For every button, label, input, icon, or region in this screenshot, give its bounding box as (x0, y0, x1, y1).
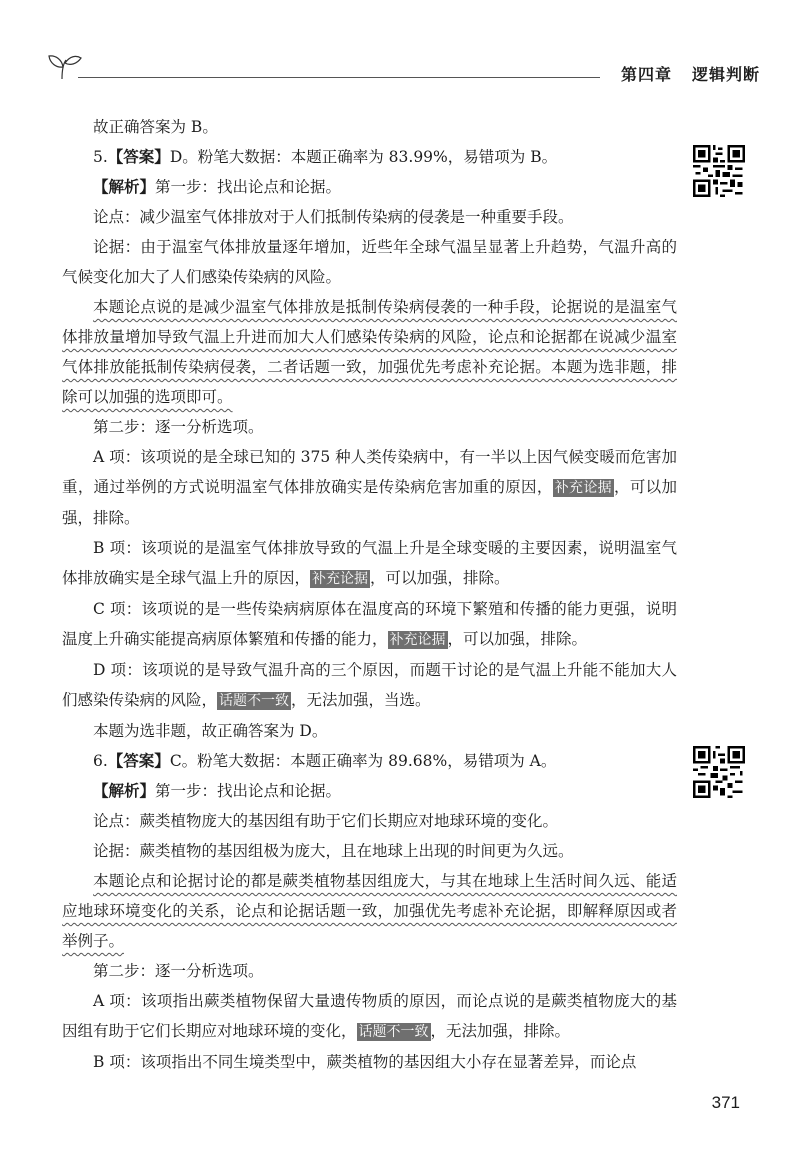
page-number: 371 (711, 1093, 740, 1112)
q6-option-b: B 项：该项指出不同生境类型中，蕨类植物的基因组大小存在显著差异，而论点 (93, 1053, 637, 1071)
q5-evidence: 论据：由于温室气体排放量逐年增加，近些年全球气温呈显著上升趋势，气温升高的气候变化加大了人们感染传染病的风险。 (62, 238, 677, 286)
q5-option-a (62, 442, 677, 533)
q5-explanation-text: 本题论点说的是减少温室气体排放是抵制传染病侵袭的一种手段，论据说的是温室气体排放量增加导致气温上升进而加大人们感染传染病的风险，论点和论据都在说减少温室气体排放能抵制传染病侵袭，二者话题一致，加强优先考虑补充论据。本题为选非题，排除可以加强的选项即可。 (62, 298, 677, 406)
q5-option-b (62, 533, 677, 594)
page-header (48, 50, 760, 90)
q6-explanation-text: 本题论点和论据讨论的都是蕨类植物基因组庞大，与其在地球上生活时间久远、能适应地球环境变化的关系，论点和论据话题一致，加强优先考虑补充论据，即解释原因或者举例子。 (62, 872, 677, 950)
q5-answer-label: 【答案】 (107, 148, 170, 166)
q5-thesis: 论点：减少温室气体排放对于人们抵制传染病的侵袭是一种重要手段。 (93, 208, 574, 226)
q5-answer-text: D。粉笔大数据：本题正确率为 83.99%，易错项为 B。 (169, 148, 558, 166)
q6-option-a-tag: 话题不一致 (358, 1024, 429, 1040)
q6-analysis-label: 【解析】 (93, 782, 156, 800)
q5-option-c (62, 594, 677, 655)
q6-explanation (62, 866, 677, 956)
chapter-heading (621, 62, 760, 85)
q6-step2: 第二步：逐一分析选项。 (93, 962, 264, 980)
q5-option-d-text: D 项：该项说的是导致气温升高的三个原因，而题干讨论的是气温上升能不能加大人们感染传染病的风险， (62, 661, 677, 709)
header-rule (78, 77, 600, 78)
q5-option-b-tag: 补充论据 (312, 571, 369, 587)
page-content (62, 112, 677, 1077)
q5-option-d-tag: 话题不一致 (219, 693, 290, 709)
q5-answer (62, 142, 677, 172)
q6-option-a-result: ，无法加强，排除。 (430, 1022, 571, 1040)
chapter-title: 逻辑判断 (691, 65, 760, 84)
q5-option-c-result: ，可以加强，排除。 (447, 630, 588, 648)
q5-explanation (62, 292, 677, 412)
q6-evidence: 论据：蕨类植物的基因组极为庞大，且在地球上出现的时间更为久远。 (93, 842, 574, 860)
q5-conclusion: 本题为选非题，故正确答案为 D。 (93, 722, 328, 740)
q5-option-c-text: C 项：该项说的是一些传染病病原体在温度高的环境下繁殖和传播的能力更强，说明温度上升确实能提高病原体繁殖和传播的能力， (62, 600, 677, 648)
q5-option-a-text: A 项：该项说的是全球已知的 375 种人类传染病中，有一半以上因气候变暖而危害加重，通过举例的方式说明温室气体排放确实是传染病危害加重的原因， (62, 448, 677, 496)
q5-option-b-text: B 项：该项说的是温室气体排放导致的气温上升是全球变暖的主要因素，说明温室气体排放确实是全球气温上升的原因， (62, 539, 677, 587)
q6-step1: 第一步：找出论点和论据。 (155, 782, 342, 800)
q5-option-c-tag: 补充论据 (389, 632, 446, 648)
q5-option-a-tag: 补充论据 (554, 480, 612, 496)
q5-option-a-result: ，可以加强，排除。 (62, 478, 677, 527)
q6-answer-text: C。粉笔大数据：本题正确率为 89.68%，易错项为 A。 (169, 752, 557, 770)
sprout-icon (48, 52, 82, 80)
q6-answer-label: 【答案】 (107, 752, 170, 770)
q6-answer (62, 746, 677, 776)
q6-number: 6. (93, 752, 108, 770)
q5-step2: 第二步：逐一分析选项。 (93, 418, 264, 436)
q5-analysis-label: 【解析】 (93, 178, 156, 196)
chapter-number: 第四章 (620, 65, 672, 84)
q5-option-d-result: ，无法加强，当选。 (291, 691, 431, 709)
q6-option-a-text: A 项：该项指出蕨类植物保留大量遗传物质的原因，而论点说的是蕨类植物庞大的基因组有助于它们长期应对地球环境的变化， (62, 992, 677, 1040)
q6-option-a (62, 986, 677, 1047)
q6-analysis (62, 776, 677, 806)
q5-option-d (62, 655, 677, 716)
qr-code-icon[interactable] (693, 145, 745, 197)
prev-conclusion: 故正确答案为 B。 (93, 118, 218, 136)
q5-analysis (62, 172, 677, 202)
q6-thesis: 论点：蕨类植物庞大的基因组有助于它们长期应对地球环境的变化。 (93, 812, 559, 830)
q5-number: 5. (93, 148, 108, 166)
qr-code-icon[interactable] (693, 746, 745, 798)
q5-step1: 第一步：找出论点和论据。 (155, 178, 342, 196)
q5-option-b-result: ，可以加强，排除。 (370, 569, 510, 587)
